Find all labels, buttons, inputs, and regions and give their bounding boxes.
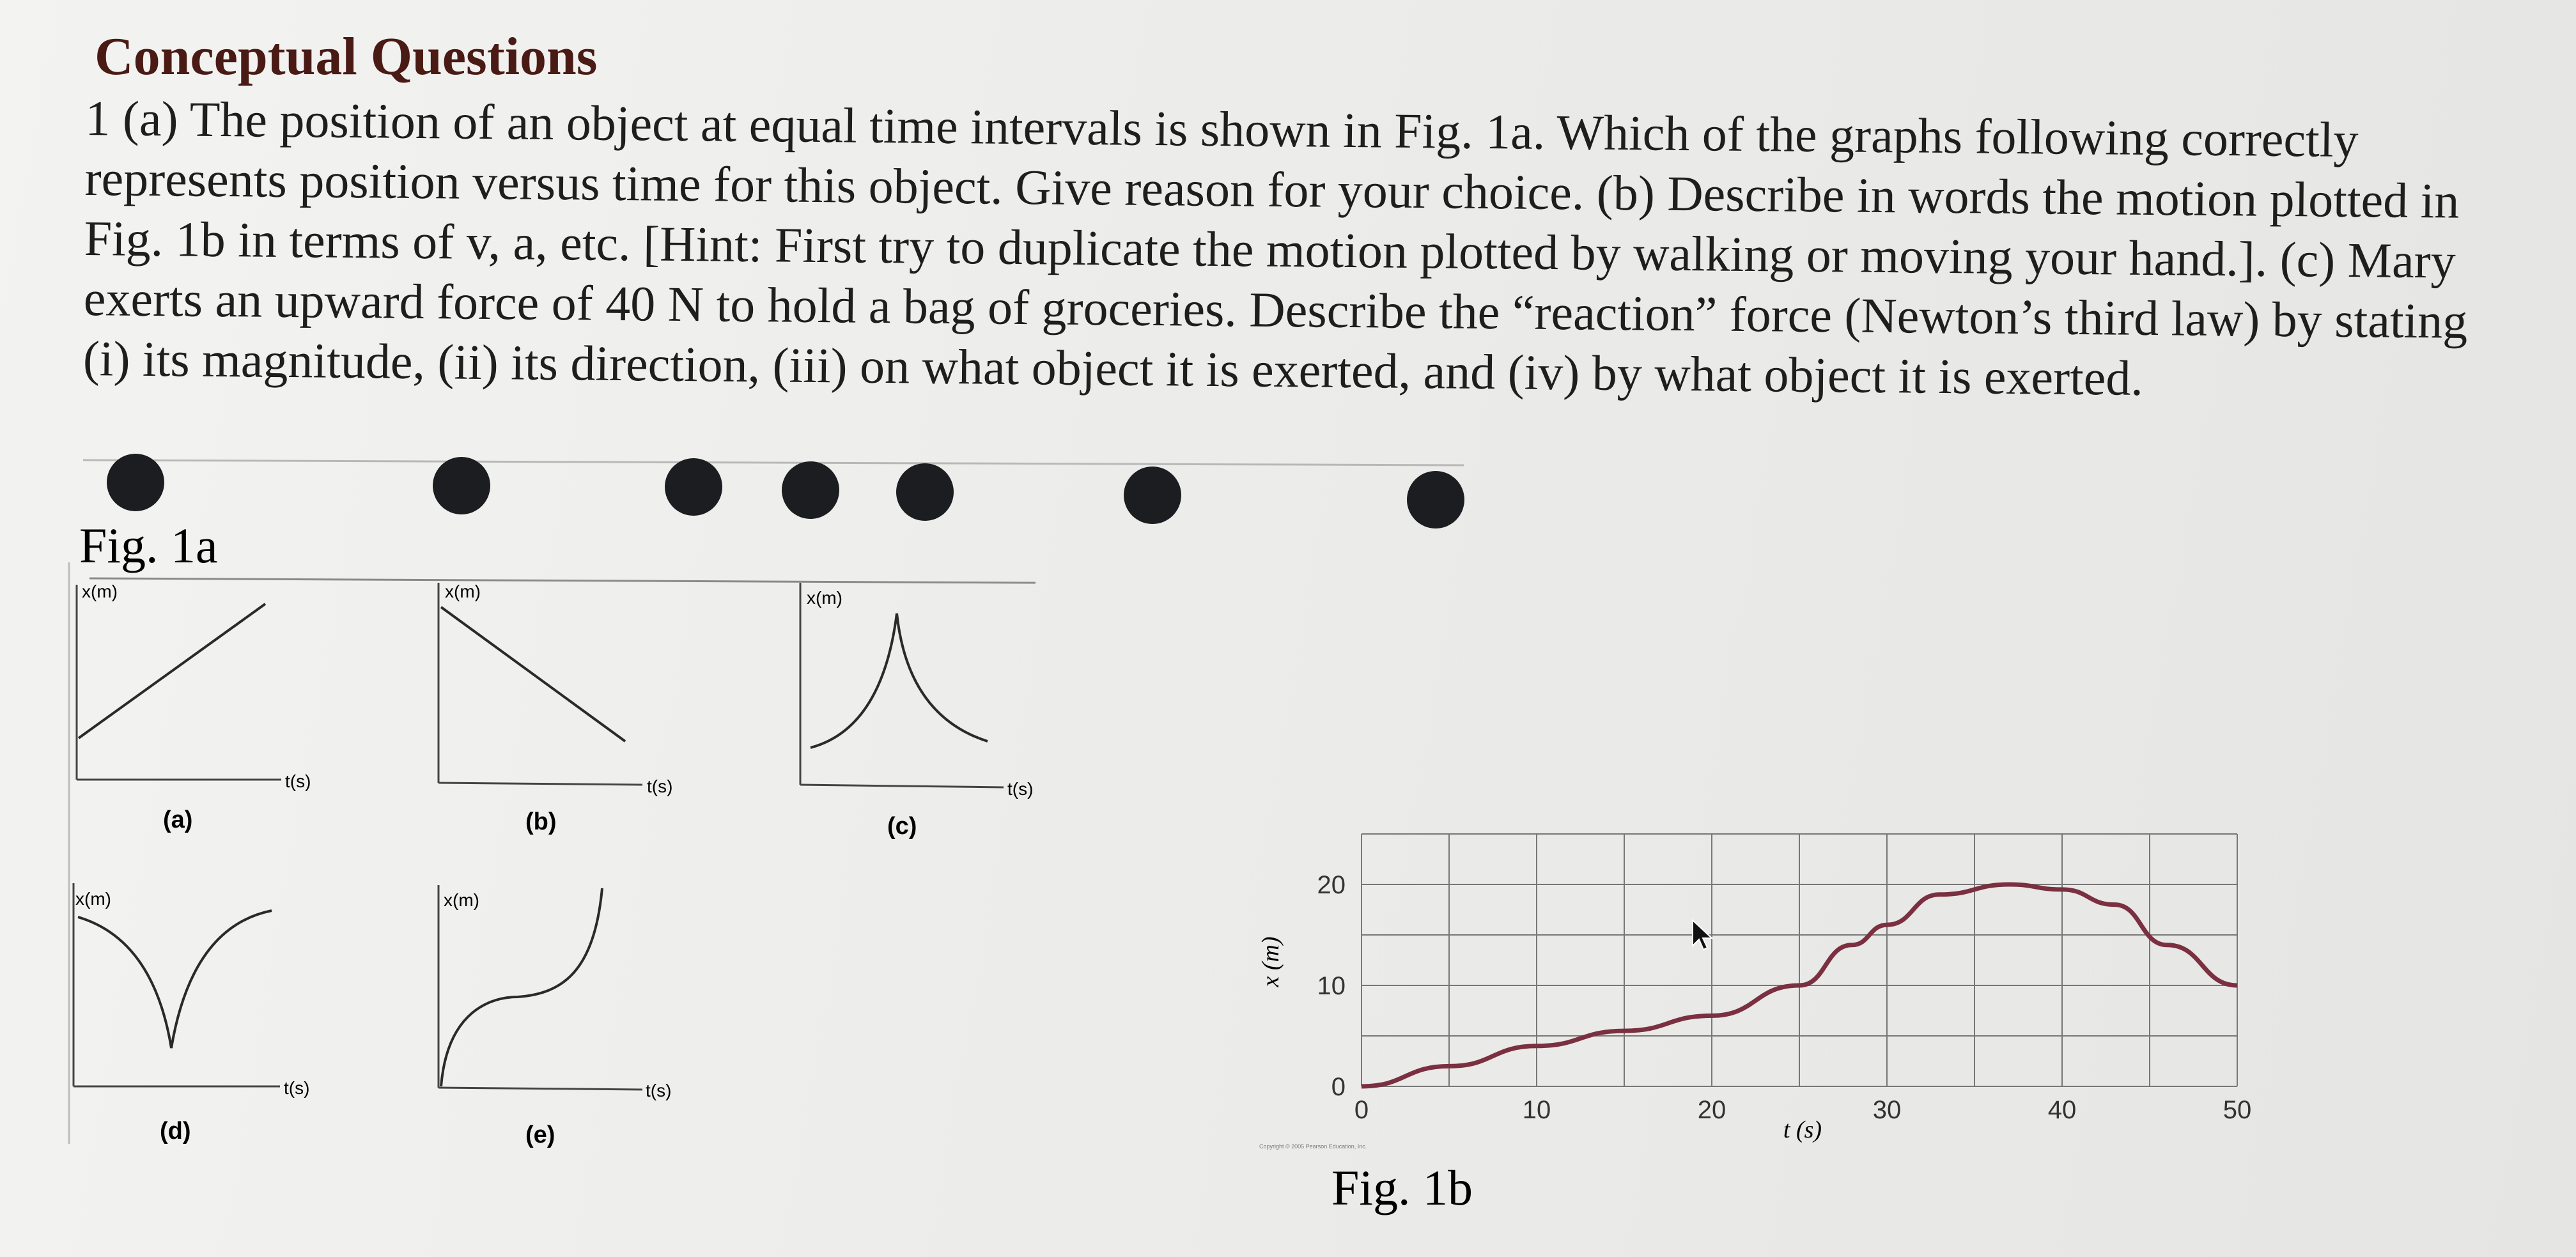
fig1b-grid: [1362, 834, 2237, 1086]
mouse-cursor-icon: [1693, 920, 1712, 950]
graph-b-ylabel: x(m): [445, 582, 481, 601]
graph-c-ylabel: x(m): [807, 588, 842, 608]
graph-e-ylabel: x(m): [444, 890, 479, 910]
fig1b-xtick-label: 20: [1697, 1096, 1726, 1124]
graph-d-label: (d): [160, 1118, 191, 1145]
graph-e-label: (e): [525, 1122, 555, 1148]
fig1b-caption: Fig. 1b: [1331, 1160, 1473, 1215]
fig1b-xtick-label: 10: [1522, 1096, 1551, 1124]
fig1b-xtick-label: 50: [2223, 1096, 2252, 1124]
graph-d-ylabel: x(m): [75, 889, 111, 909]
fig1a-caption: Fig. 1a: [79, 518, 218, 573]
graph-a-label: (a): [163, 806, 193, 833]
graph-e-xlabel: t(s): [646, 1081, 672, 1100]
fig1b-ytick-label: 0: [1331, 1073, 1346, 1101]
fig1b-ytick-label: 10: [1317, 972, 1346, 1000]
fig1b-xtick-label: 30: [1872, 1096, 1902, 1124]
graph-c-label: (c): [887, 813, 917, 840]
fig1b-ylabel: x (m): [1257, 936, 1284, 987]
graph-b-label: (b): [525, 808, 557, 835]
graph-c-xlabel: t(s): [1007, 779, 1034, 799]
graph-d-xlabel: t(s): [284, 1078, 310, 1098]
fig1b-xlabel: t (s): [1783, 1116, 1822, 1143]
fig1b-ytick-label: 20: [1317, 871, 1346, 899]
page-heading: Conceptual Questions: [95, 27, 598, 86]
fig1b-copyright: Copyright © 2005 Pearson Education, Inc.: [1259, 1143, 1367, 1150]
graph-a-ylabel: x(m): [82, 582, 118, 601]
graph-a-xlabel: t(s): [285, 771, 311, 791]
fig1b-xtick-label: 0: [1354, 1096, 1369, 1124]
fig1b-xtick-label: 40: [2047, 1096, 2077, 1124]
graph-b-xlabel: t(s): [647, 776, 673, 796]
question-text: 1 (a) The position of an object at equal time intervals is shown in Fig. 1a. Which of the graphs following correctly represents position versus time for this object. Give reason for your choice. (b) Describe in words the motion plotted in Fig. 1b in terms of v, a, etc. [Hint: First try to duplicate the motion plotted by walking or moving your hand.]. (c) Mary exerts an upward force of 40 N to hold a bag of groceries. Describe the “reaction” force (Newton’s third law) by stating (i) its magnitude, (ii) its direction, (iii) on what object it is exerted, and (iv) by what object it is exerted.: [82, 89, 2468, 406]
